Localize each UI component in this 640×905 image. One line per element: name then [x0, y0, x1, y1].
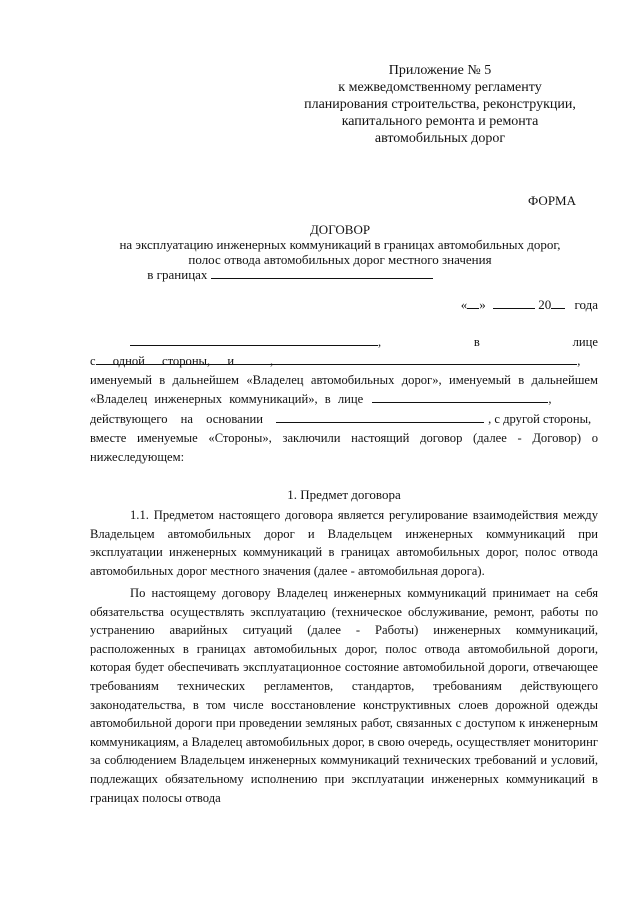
- blank-field: [467, 297, 479, 309]
- form-label: ФОРМА: [528, 193, 576, 208]
- title-boundary-line: [80, 267, 600, 282]
- preamble-line-4: «Владелец инженерных коммуникаций», в лице ,: [90, 392, 552, 406]
- appendix-line: капитального ремонта и ремонта: [341, 114, 539, 129]
- appendix-line: автомобильных дорог: [374, 131, 506, 146]
- appendix-header: [280, 62, 600, 147]
- blank-field: [493, 297, 535, 309]
- blank-field: [247, 353, 577, 365]
- title-line: полос отвода автомобильных дорог местного значения: [188, 252, 492, 267]
- preamble-line-3: именуемый в дальнейшем «Владелец автомобильных дорог», именуемый в дальнейшем: [90, 373, 598, 387]
- section-heading: 1. Предмет договора: [287, 487, 401, 502]
- blank-field: [211, 267, 433, 279]
- blank-field: [276, 411, 484, 423]
- title-heading: ДОГОВОР: [309, 222, 371, 237]
- blank-field: [551, 297, 565, 309]
- section-paragraph-1: 1.1. Предметом настоящего договора является регулирование взаимодействия между Владельцем автомобильных дорог и Владельцем инженерных коммуникаций при эксплуатации инженерных коммуникаций в границах автомобильных дорог, полос отвода автомобильных дорог местного значения (далее - автомобильная дорога).: [90, 508, 598, 578]
- preamble-line-2: с одной стороны, и ,: [90, 354, 581, 368]
- blank-field: [372, 391, 548, 403]
- section-paragraph-2: По настоящему договору Владелец инженерных коммуникаций принимает на себя обязательства осуществлять эксплуатацию (техническое обслуживание, ремонт, работы по устранению аварийных ситуаций (далее - Работы) инженерных коммуникаций, расположенных в границах автомобильных дорог, полос отвода автомобильной дороги, которая будет обеспечивать эксплуатационное состояние автомобильной дороги, отвечающее требованиям технических регламентов, стандартов, требованиям действующего законодательства, в том числе восстановление конструктивных слоев дорожной одежды автомобильной дороги при проведении земляных работ, связанных с доступом к инженерным коммуникациям, а Владелец автомобильных дорог, в свою очередь, осуществляет мониторинг за соблюдением Владельцем инженерных коммуникаций технических требований и условий, подлежащих обязательному исполнению при эксплуатации инженерных коммуникаций в границах полосы отвода: [90, 586, 598, 805]
- appendix-number: Приложение № 5: [388, 63, 492, 78]
- preamble-line-1: , в лице ,: [90, 333, 598, 370]
- contract-title: [80, 222, 600, 282]
- preamble-line-7: нижеследующем:: [90, 450, 185, 464]
- appendix-line: планирования строительства, реконструкции,: [304, 97, 576, 112]
- blank-field: [130, 334, 378, 346]
- date-line: « » 20 года: [460, 297, 598, 312]
- preamble-line-6: вместе именуемые «Стороны», заключили настоящий договор (далее - Договор) о: [90, 431, 598, 445]
- appendix-line: к межведомственному регламенту: [338, 80, 542, 95]
- title-line: на эксплуатацию инженерных коммуникаций в границах автомобильных дорог,: [119, 237, 561, 252]
- title-boundary-prefix: в границах: [147, 267, 208, 282]
- preamble-line-5: действующего на основании , с другой стороны,: [90, 412, 592, 426]
